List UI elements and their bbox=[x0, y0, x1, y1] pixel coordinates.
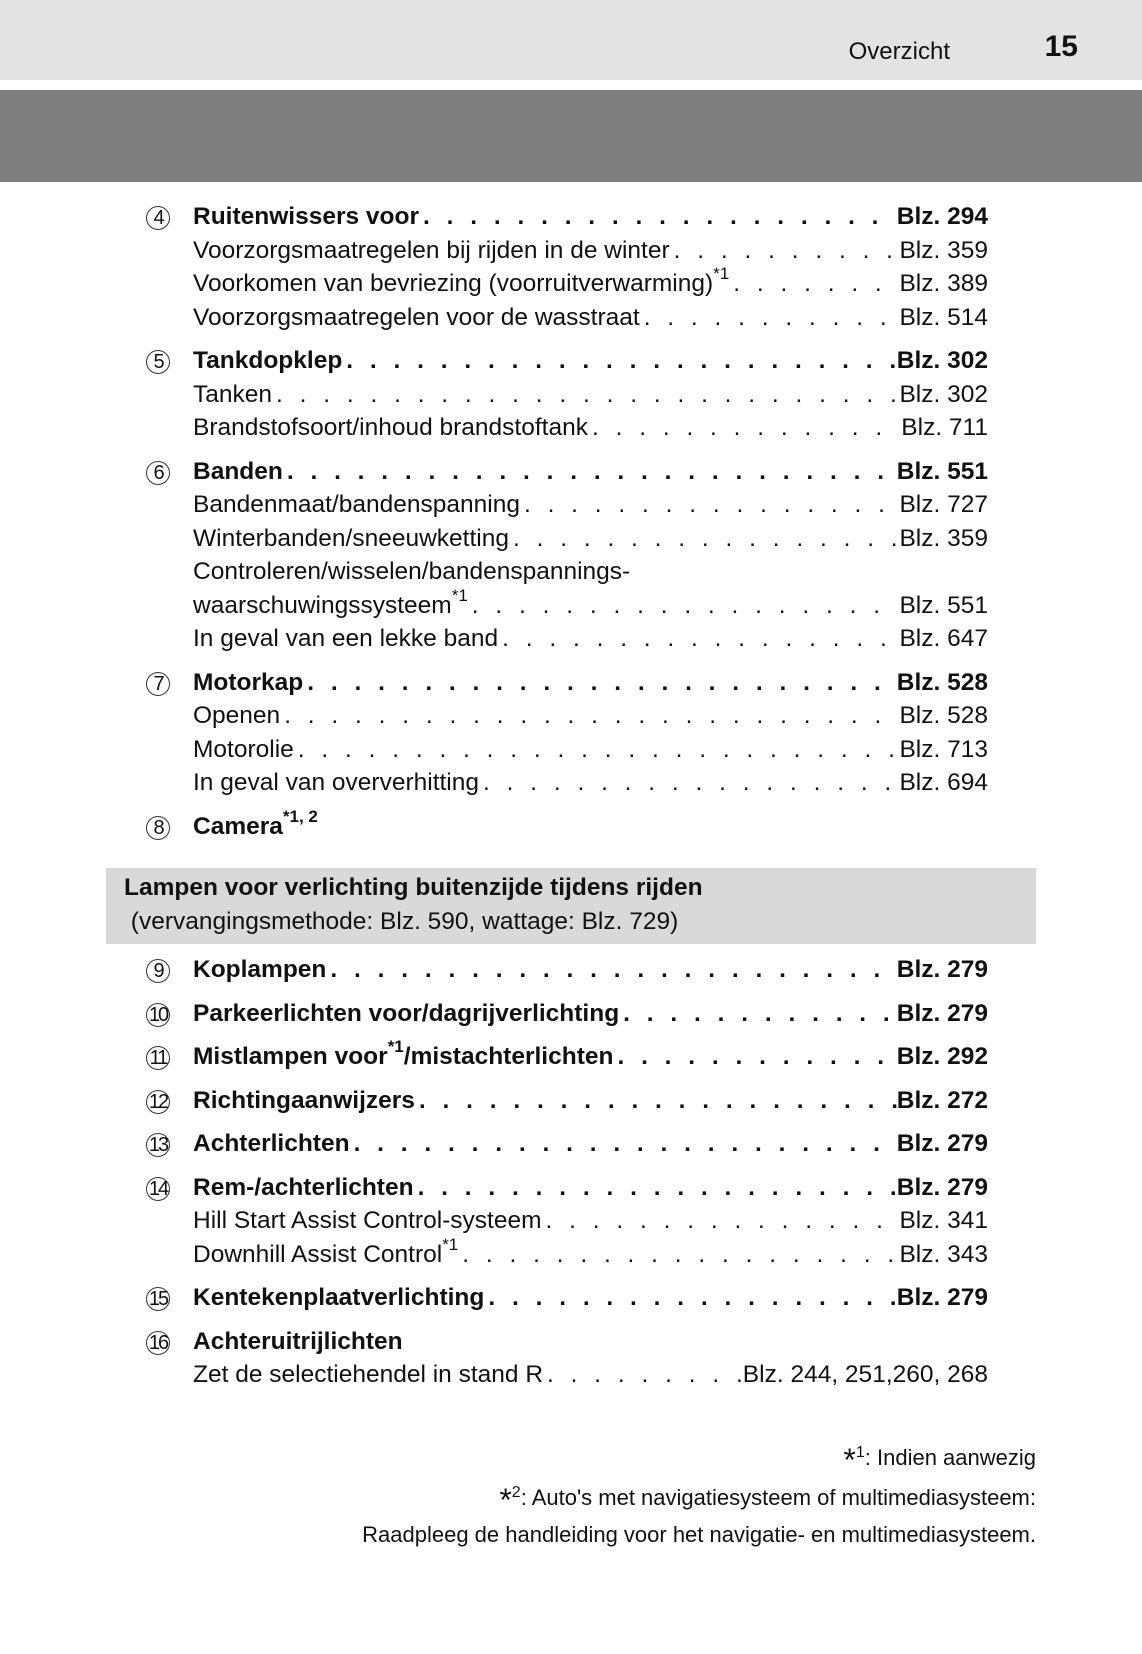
footnote-1: *$^1$: Indien aanwezig bbox=[843, 1442, 1036, 1478]
footnote-2: *$^2$: Auto's met navigatiesysteem of multimediasysteem: bbox=[499, 1482, 1036, 1518]
sub-entry[interactable]: In geval van een lekke band . . . Blz. 647 bbox=[193, 622, 988, 656]
callout-number: 13 bbox=[146, 1133, 170, 1157]
entry-title-line[interactable]: Koplampen . . . Blz. 279 bbox=[193, 953, 988, 987]
header-band bbox=[0, 90, 1142, 182]
callout-number: 6 bbox=[146, 461, 170, 485]
index-list-upper bbox=[146, 200, 988, 853]
sub-entry[interactable]: Motorolie . . . Blz. 713 bbox=[193, 733, 988, 767]
entry-title-line[interactable]: Achteruitrijlichten bbox=[193, 1327, 403, 1355]
callout-number: 11 bbox=[146, 1046, 170, 1070]
entry-title-line[interactable]: Achterlichten . . . Blz. 279 bbox=[193, 1127, 988, 1161]
sub-entry-wrap[interactable]: Controleren/wisselen/bandenspannings- bbox=[193, 558, 631, 585]
index-entry-6 bbox=[146, 455, 988, 656]
banner-subtitle: (vervangingsmethode: Blz. 590, wattage: Blz. 729) bbox=[124, 907, 679, 935]
entry-title-line[interactable]: Camera$^{*1, 2}$ bbox=[193, 806, 318, 840]
entry-title-line[interactable]: Tankdopklep . . . Blz. 302 bbox=[193, 344, 988, 378]
sub-entry[interactable]: Zet de selectiehendel in stand R . . . Blz. 244, 251,260, 268 bbox=[193, 1358, 988, 1392]
sub-entry[interactable]: waarschuwingssysteem$^{*1}$ . . . Blz. 551 bbox=[193, 589, 988, 623]
footnote-ref: *1 bbox=[442, 1234, 459, 1254]
index-entry-8 bbox=[146, 806, 988, 844]
index-entry-4 bbox=[146, 200, 988, 334]
callout-number: 4 bbox=[146, 206, 170, 230]
footnote-ref: *1 bbox=[713, 264, 730, 284]
sub-entry[interactable]: Openen . . . Blz. 528 bbox=[193, 699, 988, 733]
index-list-lights bbox=[146, 953, 988, 1402]
sub-entry[interactable]: Downhill Assist Control$^{*1}$ . . . Blz. 343 bbox=[193, 1238, 988, 1272]
sub-entry[interactable]: Voorkomen van bevriezing (voorruitverwarming)$^{*1}$ . . . Blz. 389 bbox=[193, 267, 988, 301]
entry-title-line[interactable]: Richtingaanwijzers . . . Blz. 272 bbox=[193, 1084, 988, 1118]
callout-number: 5 bbox=[146, 350, 170, 374]
index-entry-13 bbox=[146, 1127, 988, 1161]
page-header bbox=[0, 0, 1142, 80]
footnote-ref: *1, 2 bbox=[282, 806, 318, 826]
entry-title-line[interactable]: Mistlampen voor$^{*1}$/mistachterlichten . . . Blz. 292 bbox=[193, 1040, 988, 1074]
index-entry-7 bbox=[146, 666, 988, 800]
index-entry-12 bbox=[146, 1084, 988, 1118]
callout-number: 8 bbox=[146, 816, 170, 840]
index-entry-5 bbox=[146, 344, 988, 445]
entry-title-line[interactable]: Banden . . . Blz. 551 bbox=[193, 455, 988, 489]
sub-entry[interactable]: Brandstofsoort/inhoud brandstoftank . . . Blz. 711 bbox=[193, 411, 988, 445]
sub-entry[interactable]: Tanken . . . Blz. 302 bbox=[193, 378, 988, 412]
entry-title-line[interactable]: Kentekenplaatverlichting . . . Blz. 279 bbox=[193, 1281, 988, 1315]
sub-entry[interactable]: Voorzorgsmaatregelen bij rijden in de winter . . . Blz. 359 bbox=[193, 234, 988, 268]
index-entry-15 bbox=[146, 1281, 988, 1315]
lamps-section-banner bbox=[106, 868, 1036, 944]
footnote-2-line2: Raadpleeg de handleiding voor het navigatie- en multimediasysteem. bbox=[362, 1522, 1036, 1547]
index-entry-9 bbox=[146, 953, 988, 987]
entry-title-line[interactable]: Parkeerlichten voor/dagrijverlichting . . . Blz. 279 bbox=[193, 997, 988, 1031]
sub-entry[interactable]: Voorzorgsmaatregelen voor de wasstraat . . . Blz. 514 bbox=[193, 301, 988, 335]
footnote-ref: *1 bbox=[451, 585, 468, 605]
callout-number: 12 bbox=[146, 1090, 170, 1114]
entry-title-line[interactable]: Motorkap . . . Blz. 528 bbox=[193, 666, 988, 700]
sub-entry[interactable]: Bandenmaat/bandenspanning . . . Blz. 727 bbox=[193, 488, 988, 522]
sub-entry[interactable]: Hill Start Assist Control-systeem . . . Blz. 341 bbox=[193, 1204, 988, 1238]
section-title: Overzicht bbox=[848, 38, 950, 65]
banner-title: Lampen voor verlichting buitenzijde tijdens rijden bbox=[124, 874, 703, 901]
callout-number: 9 bbox=[146, 959, 170, 983]
sub-entry[interactable]: In geval van oververhitting . . . Blz. 694 bbox=[193, 766, 988, 800]
index-entry-10 bbox=[146, 997, 988, 1031]
callout-number: 15 bbox=[146, 1287, 170, 1311]
index-entry-16 bbox=[146, 1325, 988, 1392]
entry-title-line[interactable]: Ruitenwissers voor . . . Blz. 294 bbox=[193, 200, 988, 234]
index-entry-11 bbox=[146, 1037, 988, 1074]
callout-number: 10 bbox=[146, 1003, 170, 1027]
callout-number: 14 bbox=[146, 1177, 170, 1201]
page-number: 15 bbox=[1044, 30, 1078, 63]
callout-number: 7 bbox=[146, 672, 170, 696]
sub-entry[interactable]: Winterbanden/sneeuwketting . . . Blz. 359 bbox=[193, 522, 988, 556]
callout-number: 16 bbox=[146, 1331, 170, 1355]
footnote-ref: *1 bbox=[387, 1037, 404, 1057]
entry-title-line[interactable]: Rem-/achterlichten . . . Blz. 279 bbox=[193, 1171, 988, 1205]
index-entry-14 bbox=[146, 1171, 988, 1272]
